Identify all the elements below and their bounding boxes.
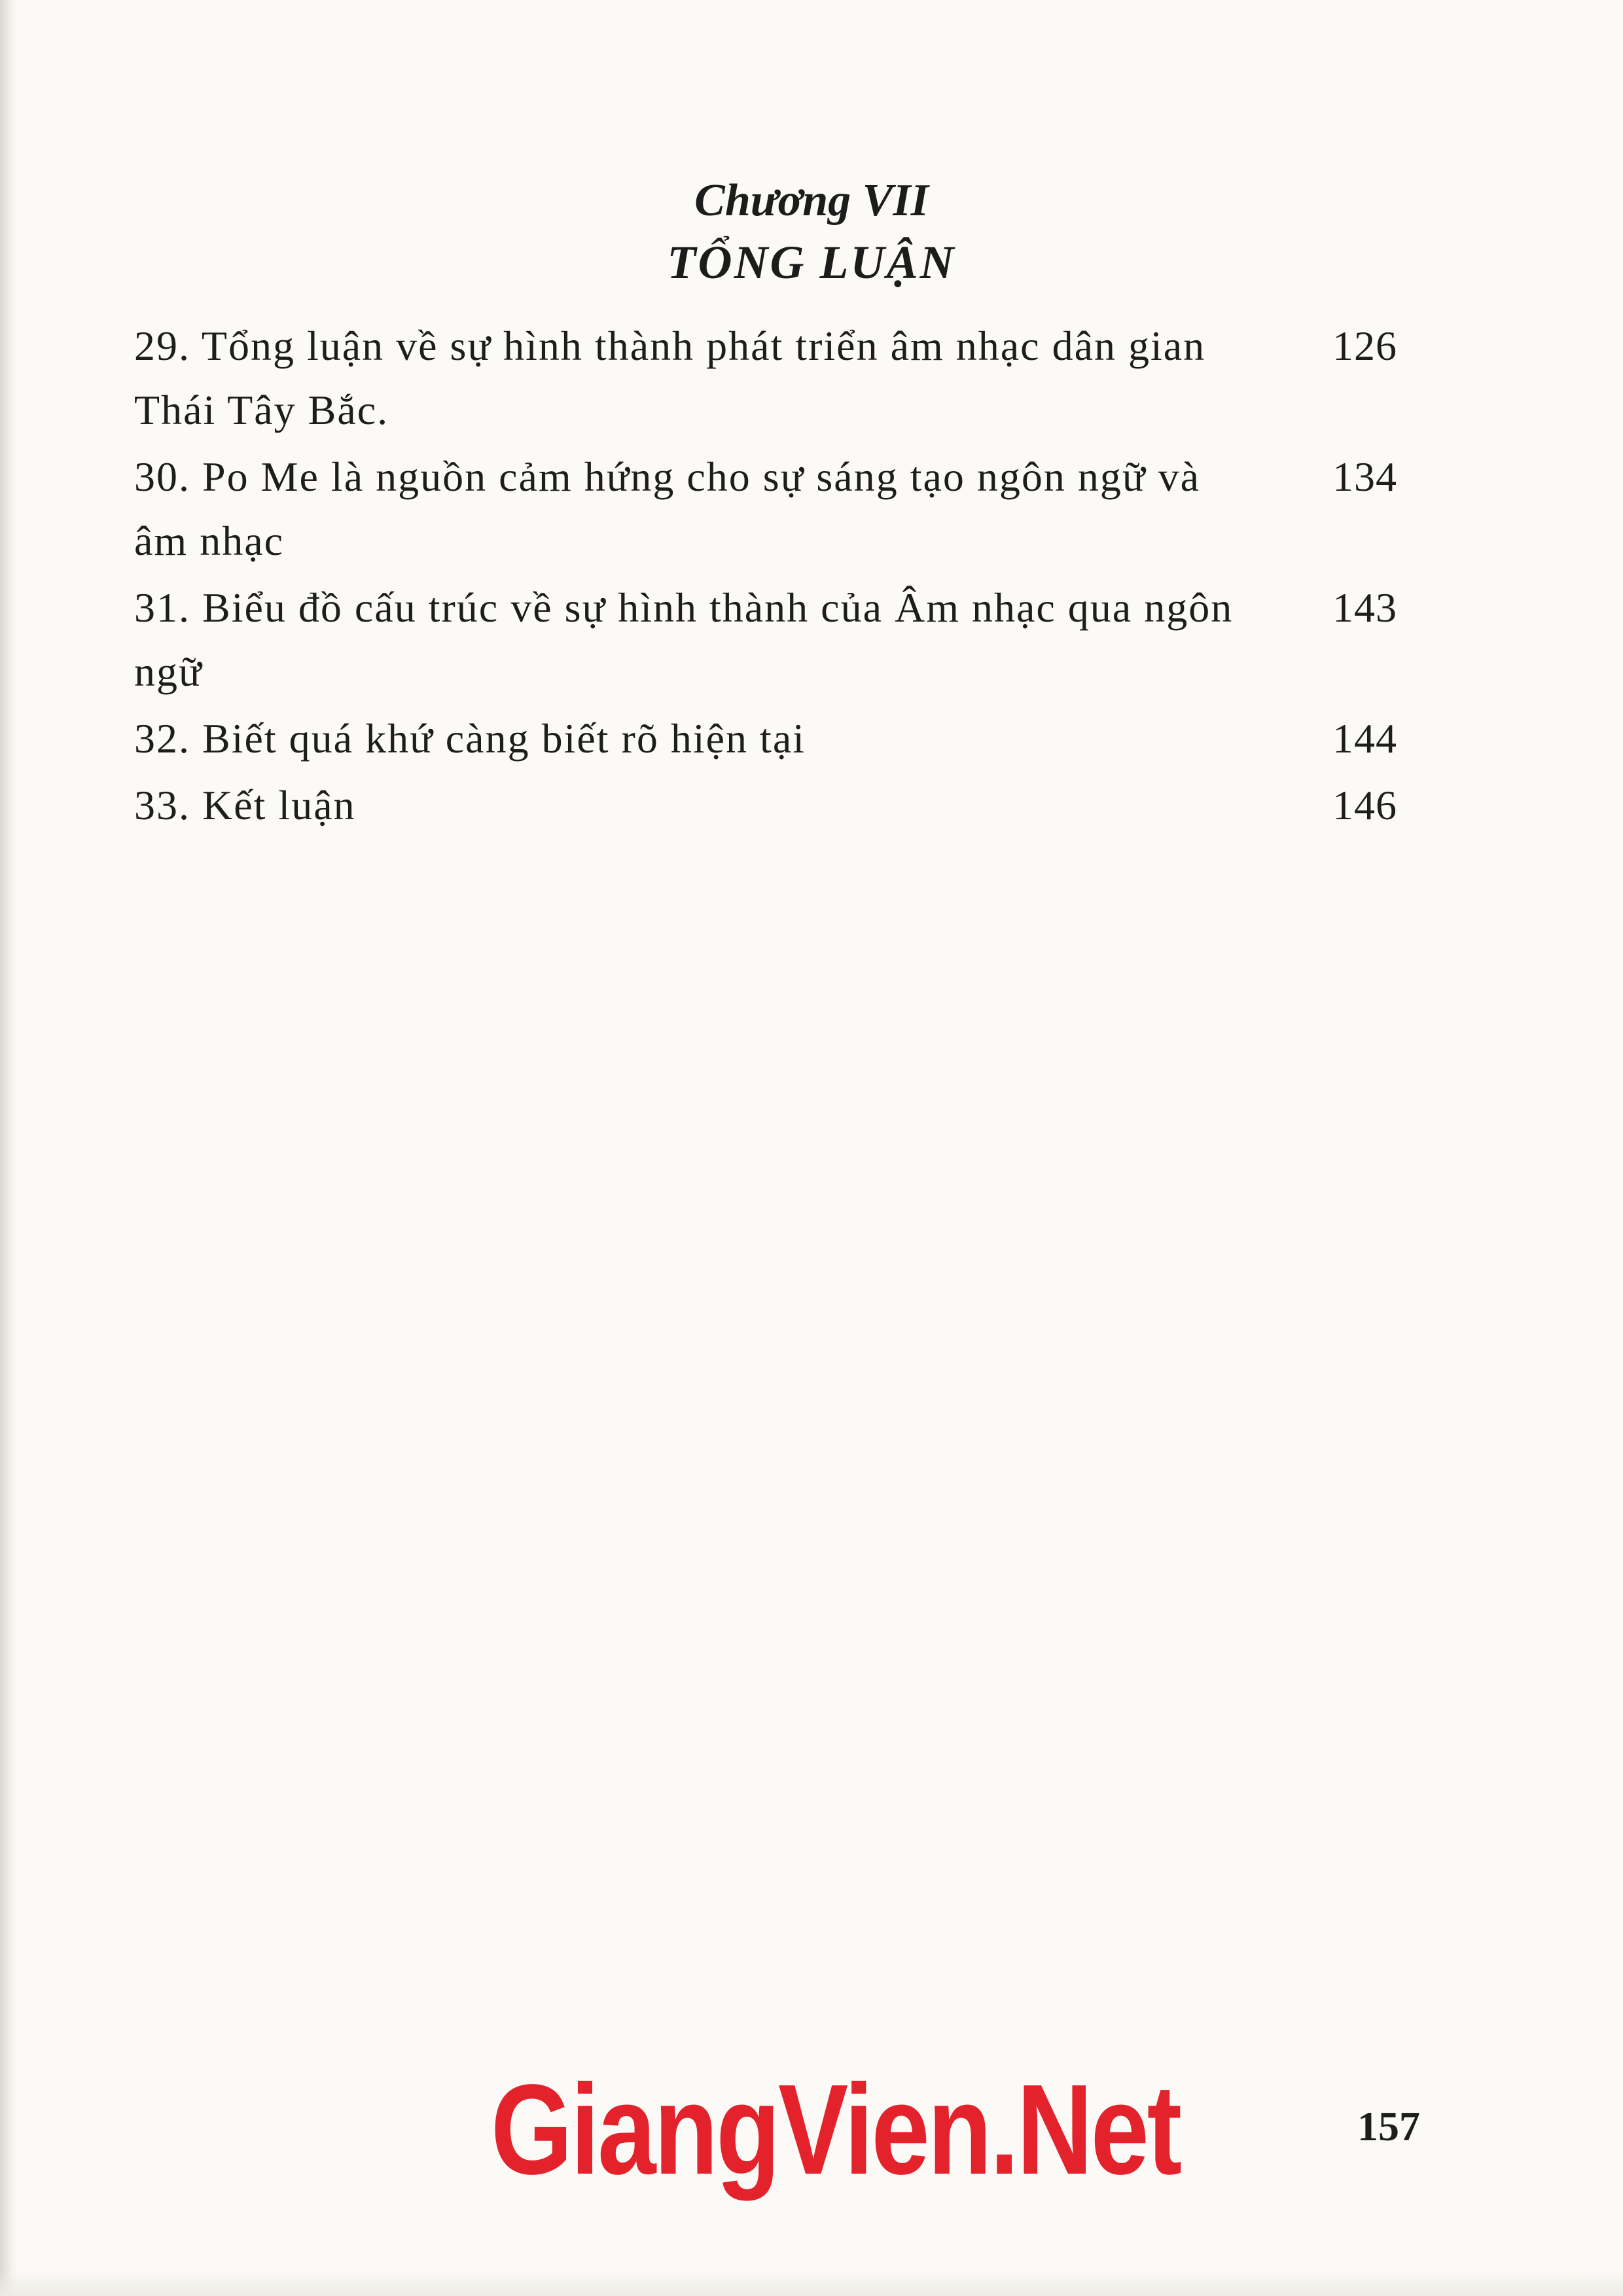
page-number: 157 <box>1357 2103 1420 2149</box>
toc-entry-page: 126 <box>1332 323 1397 369</box>
toc-entry-title: 32. Biết quá khứ càng biết rõ hiện tại <box>134 715 806 762</box>
chapter-title: TỔNG LUẬN <box>667 236 956 289</box>
toc-entry-page: 146 <box>1332 782 1397 828</box>
toc-entry-page: 134 <box>1332 453 1397 500</box>
toc-entry-title: 33. Kết luận <box>134 782 356 828</box>
watermark: GiangVien.Net <box>491 2058 1180 2201</box>
toc-entry-page: 144 <box>1332 715 1397 762</box>
toc-entry-page: 143 <box>1332 584 1397 631</box>
toc-entry-title: 29. Tổng luận về sự hình thành phát triển âm nhạc dân gian Thái Tây Bắc. <box>134 323 1206 433</box>
toc-entry-title: 30. Po Me là nguồn cảm hứng cho sự sáng tạo ngôn ngữ và âm nhạc <box>134 453 1200 564</box>
chapter-label: Chương VII <box>694 175 929 226</box>
toc-entry-title: 31. Biểu đồ cấu trúc về sự hình thành của Âm nhạc qua ngôn ngữ <box>134 584 1234 695</box>
